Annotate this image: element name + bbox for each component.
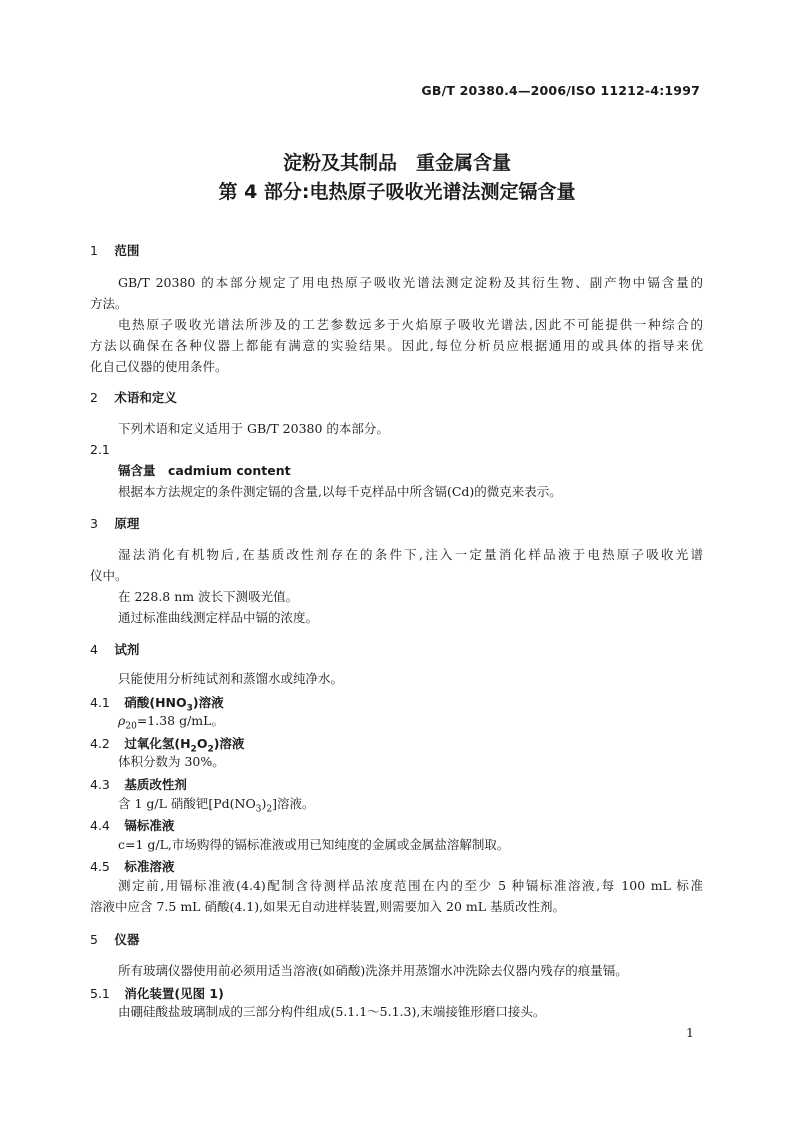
title-line-2: 第 4 部分:电热原子吸收光谱法测定镉含量 bbox=[218, 181, 576, 203]
subsection-number: 4.2 bbox=[90, 736, 110, 751]
section-title: 原理 bbox=[114, 516, 140, 531]
subsection-title: 过氧化氢$(H_2O_2)$溶液 bbox=[124, 736, 245, 755]
paragraph-line: 测定前,用镉标准液(4.4)配制含待测样品浓度范围在内的至少 5 种镉标准溶液,每 100 mL 标准 bbox=[118, 878, 703, 893]
subsection-title: 镉标准液 bbox=[124, 818, 175, 833]
page-number: 1 bbox=[686, 1025, 694, 1040]
section-number: 2 bbox=[90, 390, 98, 405]
subsection-title: 标准溶液 bbox=[124, 859, 175, 874]
section-1-heading bbox=[90, 241, 139, 259]
subsection-title: 硝酸$(HNO_3)$溶液 bbox=[124, 695, 224, 714]
paragraph-line: 由硼硅酸盐玻璃制成的三部分构件组成(5.1.1～5.1.3),末端接锥形磨口接头。 bbox=[118, 1004, 546, 1019]
paragraph-line: GB/T 20380 的本部分规定了用电热原子吸收光谱法测定淀粉及其衍生物、副产物中镉含量的 bbox=[118, 275, 703, 290]
subsection-number: 2.1 bbox=[90, 442, 110, 457]
paragraph-line: $\rho_{20}=1.38$ g/mL。 bbox=[118, 713, 224, 732]
subsection-number: 4.4 bbox=[90, 818, 110, 833]
subsection-4-5-heading bbox=[90, 857, 174, 875]
section-3-heading bbox=[90, 514, 139, 532]
term-definition: 根据本方法规定的条件测定镉的含量,以每千克样品中所含镉(Cd)的微克来表示。 bbox=[118, 484, 562, 499]
subsection-title: 消化装置(见图 1) bbox=[124, 986, 224, 1001]
term-entry: 镉含量 cadmium content bbox=[118, 463, 291, 478]
title-line-1: 淀粉及其制品 重金属含量 bbox=[282, 152, 511, 174]
paragraph-line: 下列术语和定义适用于 GB/T 20380 的本部分。 bbox=[118, 421, 389, 436]
section-number: 3 bbox=[90, 516, 98, 531]
subsection-number: 4.3 bbox=[90, 777, 110, 792]
subsection-number: 4.1 bbox=[90, 695, 110, 710]
section-title: 仪器 bbox=[114, 932, 140, 947]
section-number: 5 bbox=[90, 932, 98, 947]
section-4-heading bbox=[90, 640, 139, 658]
paragraph-line: 在 228.8 nm 波长下测吸光值。 bbox=[118, 589, 299, 604]
paragraph-line: 方法。 bbox=[90, 296, 128, 311]
section-number: 1 bbox=[90, 243, 98, 258]
subsection-number: 5.1 bbox=[90, 986, 110, 1001]
subsection-number: 4.5 bbox=[90, 859, 110, 874]
section-number: 4 bbox=[90, 642, 98, 657]
section-2-heading bbox=[90, 388, 177, 406]
paragraph-line: 所有玻璃仪器使用前必须用适当溶液(如硝酸)洗涤并用蒸馏水冲洗除去仪器内残存的痕量镉。 bbox=[118, 963, 628, 978]
section-title: 范围 bbox=[114, 243, 140, 258]
paragraph-line: 电热原子吸收光谱法所涉及的工艺参数远多于火焰原子吸收光谱法,因此不可能提供一种综合的 bbox=[118, 317, 703, 332]
paragraph-line: 化自己仪器的使用条件。 bbox=[90, 359, 228, 374]
standard-number: GB/T 20380.4—2006/ISO 11212-4:1997 bbox=[421, 83, 700, 98]
paragraph-line: 只能使用分析纯试剂和蒸馏水或纯净水。 bbox=[118, 671, 344, 686]
section-title: 术语和定义 bbox=[114, 390, 177, 405]
subsection-4-3-heading bbox=[90, 775, 187, 793]
subsection-4-4-heading bbox=[90, 816, 174, 834]
paragraph-line: 溶液中应含 7.5 mL 硝酸(4.1),如果无自动进样装置,则需要加入 20 mL 基质改性剂。 bbox=[90, 899, 566, 914]
paragraph-line: 方法以确保在各种仪器上都能有满意的实验结果。因此,每位分析员应根据通用的或具体的指导来优 bbox=[90, 338, 703, 353]
paragraph-line: 湿法消化有机物后,在基质改性剂存在的条件下,注入一定量消化样品液于电热原子吸收光谱 bbox=[118, 547, 703, 562]
paragraph-line: 仪中。 bbox=[90, 568, 128, 583]
paragraph-line: 通过标准曲线测定样品中镉的浓度。 bbox=[118, 610, 319, 625]
subsection-5-1-heading bbox=[90, 984, 224, 1002]
subsection-title: 基质改性剂 bbox=[124, 777, 187, 792]
paragraph-line: c=1 g/L,市场购得的镉标准液或用已知纯度的金属或金属盐溶解制取。 bbox=[118, 837, 510, 852]
paragraph-line: 含 1 g/L 硝酸钯$[Pd(NO_3)_2]$溶液。 bbox=[118, 796, 315, 815]
paragraph-line: 体积分数为 30%。 bbox=[118, 754, 225, 769]
section-title: 试剂 bbox=[114, 642, 140, 657]
section-5-heading bbox=[90, 930, 139, 948]
